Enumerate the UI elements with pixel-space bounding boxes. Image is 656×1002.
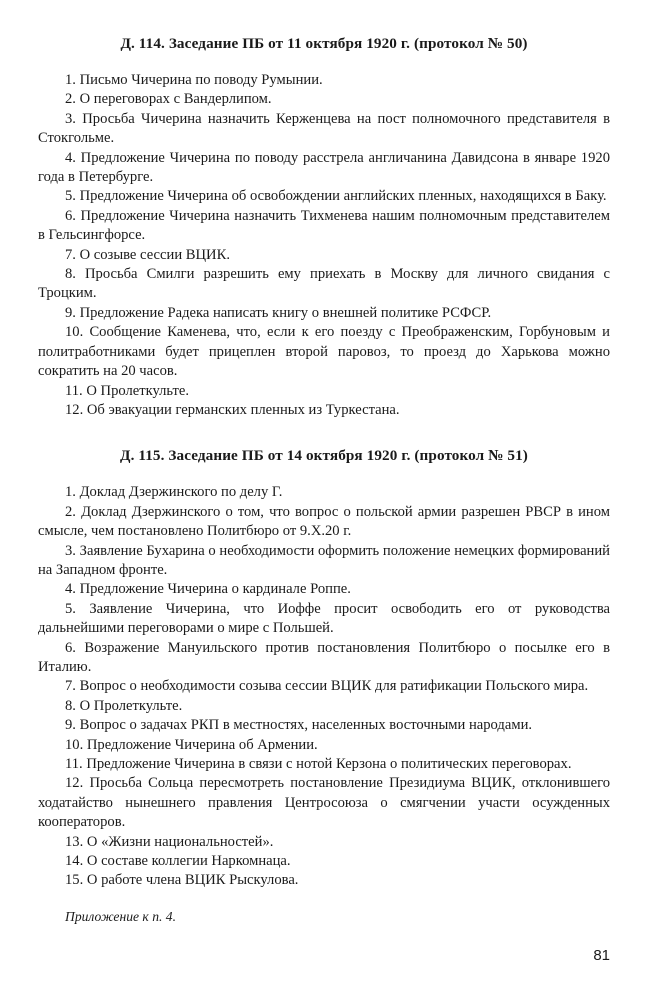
list-item: 11. О Пролеткульте. — [65, 382, 190, 399]
list-item: 10. Сообщение Каменева, что, если к его поезду с Преображенским, Горбуновым и политработниками будет прицеплен второй паровоз, то проезд до Харькова можно сократить на 20 часов. — [38, 324, 610, 380]
list-item: 2. Доклад Дзержинского о том, что вопрос о польской армии разрешен РВСР в ином смысле, чем постановлено Политбюро от 9.X.20 г. — [38, 503, 610, 540]
list-item: 9. Предложение Радека написать книгу о внешней политике РСФСР. — [65, 304, 492, 321]
list-item: 11. Предложение Чичерина в связи с нотой Керзона о политических переговорах. — [65, 756, 572, 772]
list-item: 14. О составе коллегии Наркомнаца. — [65, 853, 291, 870]
list-item: 5. Заявление Чичерина, что Иоффе просит освободить его от руководства дальнейшими переговорами о мире с Польшей. — [38, 600, 610, 637]
list-item: 7. О созыве сессии ВЦИК. — [65, 246, 230, 263]
list-item: 13. О «Жизни национальностей». — [65, 833, 274, 850]
section-d115 — [38, 446, 610, 891]
list-item: 4. Предложение Чичерина о кардинале Роппе. — [65, 581, 351, 598]
page-number: 81 — [593, 947, 610, 964]
list-item: 1. Доклад Дзержинского по делу Г. — [65, 484, 283, 501]
list-item: 8. О Пролеткульте. — [65, 697, 183, 714]
list-item: 2. О переговорах с Вандерлипом. — [65, 91, 272, 108]
list-item: 9. Вопрос о задачах РКП в местностях, населенных восточными народами. — [65, 717, 533, 734]
spacer — [38, 61, 610, 71]
list-item: 6. Возражение Мануильского против постановления Политбюро о посылке его в Италию. — [38, 639, 610, 675]
list-item: 7. Вопрос о необходимости созыва сессии ВЦИК для ратификации Польского мира. — [65, 678, 589, 695]
list-item: 8. Просьба Смилги разрешить ему приехать в Москву для личного свидания с Троцким. — [38, 266, 610, 302]
list-item: 3. Заявление Бухарина о необходимости оформить положение немецких формирований на Западном фронте. — [38, 542, 610, 578]
list-item: 10. Предложение Чичерина об Армении. — [65, 736, 318, 753]
appendix-note: Приложение к п. 4. — [65, 908, 176, 924]
list-item: 1. Письмо Чичерина по поводу Румынии. — [65, 72, 323, 88]
list-item: 4. Предложение Чичерина по поводу расстрела англичанина Давидсона в январе 1920 года в Петербурге. — [38, 149, 610, 186]
section-heading: Д. 114. Заседание ПБ от 11 октября 1920 г. (протокол № 50) — [120, 35, 528, 52]
section-heading: Д. 115. Заседание ПБ от 14 октября 1920 г. (протокол № 51) — [120, 447, 528, 465]
list-item: 5. Предложение Чичерина об освобождении английских пленных, находящихся в Баку. — [65, 188, 607, 205]
list-item: 12. Об эвакуации германских пленных из Туркестана. — [65, 401, 400, 418]
section-d114 — [38, 34, 610, 420]
list-item: 6. Предложение Чичерина назначить Тихменева нашим полномочным представителем в Гельсингфорсе. — [38, 207, 610, 244]
list-item: 3. Просьба Чичерина назначить Керженцева на пост полномочного представителя в Стокгольме. — [38, 110, 610, 147]
list-item: 12. Просьба Сольца пересмотреть постановление Президиума ВЦИК, отклонившего ходатайство нынешнего правления Центросоюза о смягчении участи осужденных кооператоров. — [38, 775, 610, 831]
spacer — [38, 473, 610, 483]
list-item: 15. О работе члена ВЦИК Рыскулова. — [65, 872, 299, 889]
